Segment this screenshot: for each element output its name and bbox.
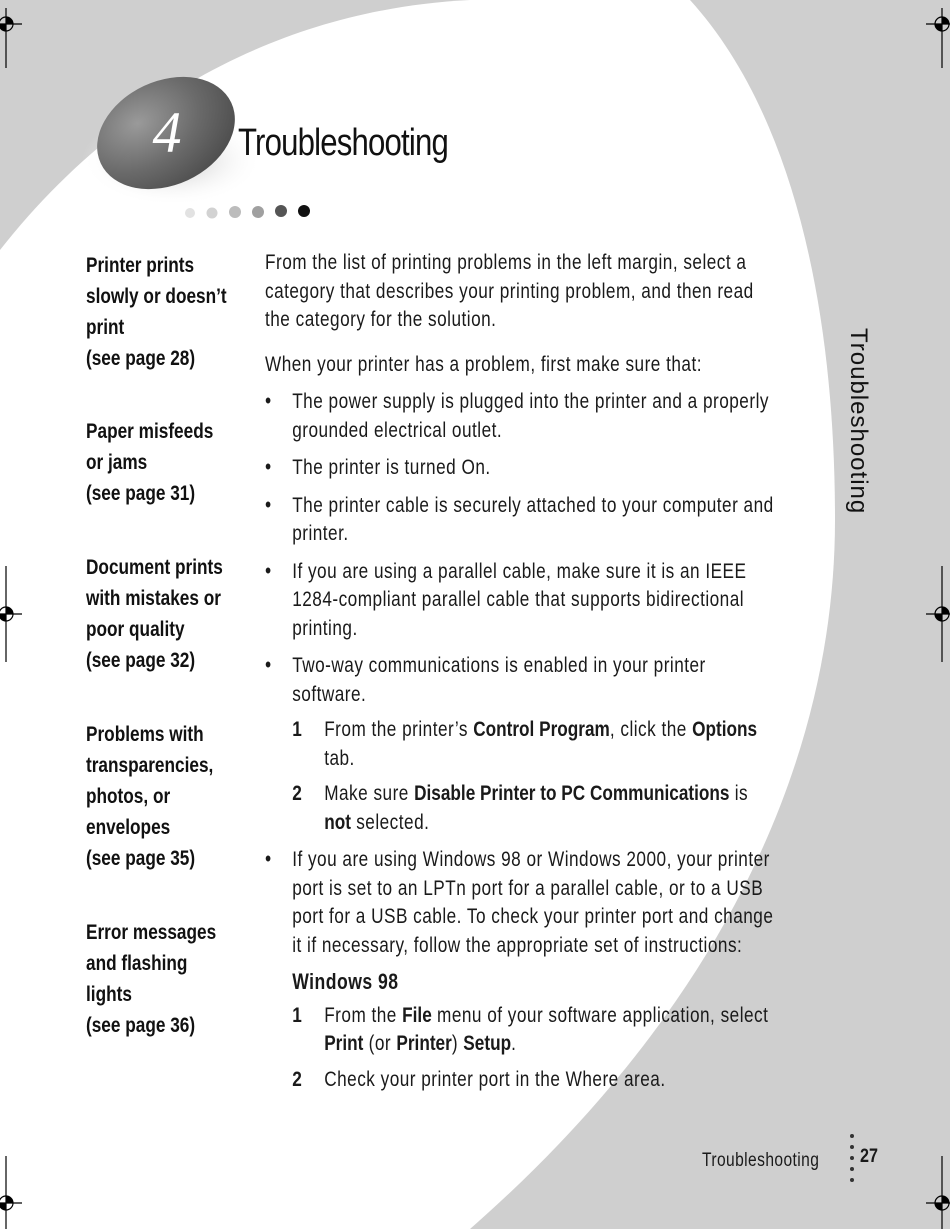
problem-line: lights xyxy=(86,983,132,1006)
ui-term: Print xyxy=(324,1031,364,1055)
step-text: selected. xyxy=(350,809,430,834)
chapter-number: 4 xyxy=(152,100,182,165)
problem-page-ref: (see page 31) xyxy=(86,482,196,505)
step-text: menu of your software application, select xyxy=(431,1002,769,1027)
ui-term: File xyxy=(402,1002,432,1027)
ui-term: Printer xyxy=(396,1031,452,1055)
ui-term: Options xyxy=(692,717,758,741)
win-step-1 xyxy=(265,1001,777,1058)
check-item: • The printer is turned On. xyxy=(265,453,777,482)
chapter-title: Troubleshooting xyxy=(238,122,449,164)
check-item: • Two-way communications is enabled in your printer software. xyxy=(265,651,777,708)
problem-line: slowly or doesn’t xyxy=(86,285,227,308)
problem-line: with mistakes or xyxy=(86,587,221,610)
problem-page-ref: (see page 35) xyxy=(86,847,196,870)
problem-item-error-messages[interactable] xyxy=(86,917,225,1041)
comm-step-1 xyxy=(265,715,777,772)
step-text: . xyxy=(511,1031,517,1055)
main-content xyxy=(265,248,777,1093)
check-intro: When your printer has a problem, first make sure that: xyxy=(265,351,702,376)
problem-line: Paper misfeeds xyxy=(86,420,214,443)
step-text: From the xyxy=(324,1002,403,1027)
step-text: From the printer’s xyxy=(324,717,474,741)
problem-line: Problems with xyxy=(86,723,204,746)
step-number: 2 xyxy=(292,781,303,805)
step-text: (or xyxy=(363,1031,397,1055)
problem-line: Printer prints xyxy=(86,254,195,277)
problem-line: transparencies, xyxy=(86,754,214,777)
problem-page-ref: (see page 28) xyxy=(86,347,196,370)
problem-line: and flashing xyxy=(86,952,188,975)
step-number: 1 xyxy=(292,717,303,741)
problem-line: print xyxy=(86,316,125,339)
step-number: 2 xyxy=(292,1066,303,1091)
step-text: ) xyxy=(451,1031,464,1055)
check-list xyxy=(265,387,777,708)
ui-term: Control Program xyxy=(473,717,610,741)
win-step-2 xyxy=(265,1065,777,1094)
problem-line: photos, or xyxy=(86,785,171,808)
problem-line: poor quality xyxy=(86,618,185,641)
step-number: 1 xyxy=(292,1002,303,1027)
problem-page-ref: (see page 32) xyxy=(86,649,196,672)
problem-line: Document prints xyxy=(86,556,223,579)
step-text: , click the xyxy=(609,717,693,741)
problem-line: envelopes xyxy=(86,816,171,839)
step-text: Check your printer port in the Where area. xyxy=(324,1066,666,1091)
problem-page-ref: (see page 36) xyxy=(86,1014,196,1037)
check-item: • If you are using Windows 98 or Windows 2000, your printer port is set to an LPTn port for a parallel cable, or to a USB port for a USB cable. To check your printer port and change it if necessary, follow the appropriate set of instructions: xyxy=(265,845,777,959)
step-text: tab. xyxy=(324,745,355,770)
check-item: • If you are using a parallel cable, make sure it is an IEEE 1284-compliant parallel cable that supports bidirectional printing. xyxy=(265,557,777,643)
comm-step-2 xyxy=(265,779,777,836)
windows-98-heading: Windows 98 xyxy=(292,969,399,994)
problem-item-slow-print[interactable] xyxy=(86,250,225,374)
ui-term: not xyxy=(324,809,351,834)
problem-line: Error messages xyxy=(86,921,217,944)
intro-paragraph: From the list of printing problems in the left margin, select a category that describes your printing problem, and then read the category for the solution. xyxy=(265,250,754,331)
side-tab-label: Troubleshooting xyxy=(845,328,872,515)
ui-term: Disable Printer to PC Communications xyxy=(414,781,730,805)
page-number: 27 xyxy=(860,1146,878,1167)
problem-item-transparencies[interactable] xyxy=(86,719,225,874)
step-text: is xyxy=(729,781,749,805)
footer-dots xyxy=(850,1134,856,1182)
step-text: Make sure xyxy=(324,781,415,805)
problem-item-print-quality[interactable] xyxy=(86,552,225,676)
ui-term: Setup xyxy=(463,1031,512,1055)
check-item: • The printer cable is securely attached to your computer and printer. xyxy=(265,491,777,548)
windows-list xyxy=(265,845,777,959)
problem-item-paper-misfeeds[interactable] xyxy=(86,416,225,509)
footer-section-label: Troubleshooting xyxy=(702,1150,820,1171)
problem-line: or jams xyxy=(86,451,148,474)
check-item: • The power supply is plugged into the printer and a properly grounded electrical outlet. xyxy=(265,387,777,444)
